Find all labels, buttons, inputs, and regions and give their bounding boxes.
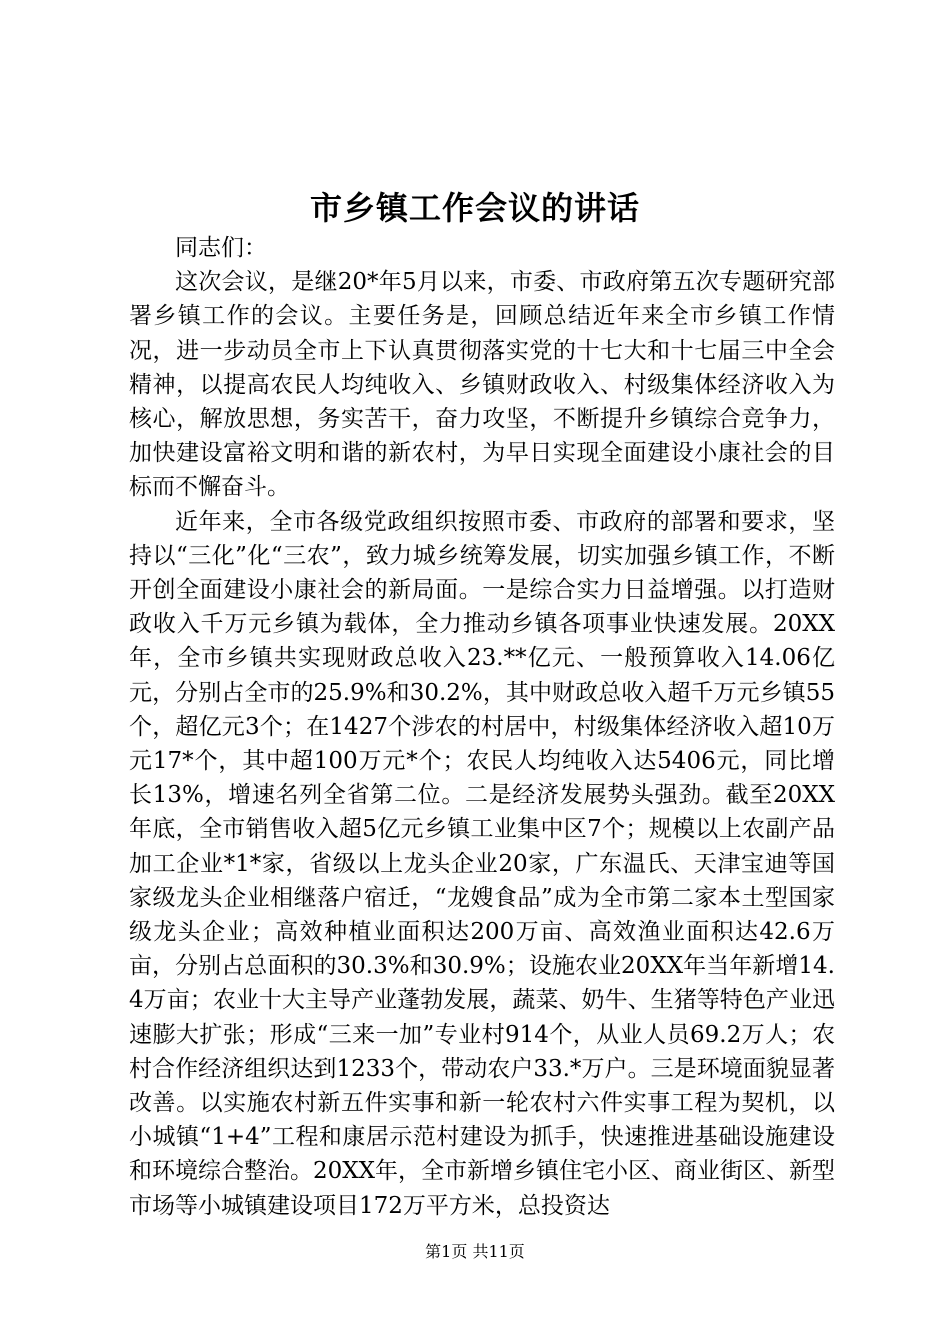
paragraph-2: 近年来，全市各级党政组织按照市委、市政府的部署和要求，坚持以“三化”化“三农”，致力城乡统筹发展，切实加强乡镇工作，不断开创全面建设小康社会的新局面。一是综合实力日益增强。以打造财政收入千万元乡镇为载体，全力推动乡镇各项事业快速发展。20XX年，全市乡镇共实现财政总收入23.**亿元、一般预算收入14.06亿元，分别占全市的25.9%和30.2%，其中财政总收入超千万元乡镇55个，超亿元3个；在1427个涉农的村居中，村级集体经济收入超10万元17*个，其中超100万元*个；农民人均纯收入达5406元，同比增长13%，增速名列全省第二位。二是经济发展势头强劲。截至20XX年底，全市销售收入超5亿元乡镇工业集中区7个；规模以上农副产品加工企业*1*家，省级以上龙头企业20家，广东温氏、天津宝迪等国家级龙头企业相继落户宿迁，“龙嫂食品”成为全市第二家本土型国家级龙头企业；高效种植业面积达200万亩、高效渔业面积达42.6万亩，分别占总面积的30.3%和30.9%；设施农业20XX年当年新增14.4万亩；农业十大主导产业蓬勃发展，蔬菜、奶牛、生猪等特色产业迅速膨大扩张；形成“三来一加”专业村914个，从业人员69.2万人；农村合作经济组织达到1233个，带动农户33.*万户。三是环境面貌显著改善。以实施农村新五件实事和新一轮农村六件实事工程为契机，以小城镇“1+4”工程和康居示范村建设为抓手，快速推进基础设施建设和环境综合整治。20XX年，全市新增乡镇住宅小区、商业街区、新型市场等小城镇建设项目172万平方米，总投资达 <box>129 508 836 1219</box>
paragraph-1: 这次会议，是继20*年5月以来，市委、市政府第五次专题研究部署乡镇工作的会议。主要任务是，回顾总结近年来全市乡镇工作情况，进一步动员全市上下认真贯彻落实党的十七大和十七届三中全会精神，以提高农民人均纯收入、乡镇财政收入、村级集体经济收入为核心，解放思想，务实苦干，奋力攻坚，不断提升乡镇综合竞争力，加快建设富裕文明和谐的新农村，为早日实现全面建设小康社会的目标而不懈奋斗。 <box>129 269 835 501</box>
page-number-footer: 第1页 共11页 <box>425 1242 525 1261</box>
document-body <box>129 231 835 1223</box>
document-title: 市乡镇工作会议的讲话 <box>309 189 640 227</box>
salutation: 同志们： <box>175 235 267 261</box>
